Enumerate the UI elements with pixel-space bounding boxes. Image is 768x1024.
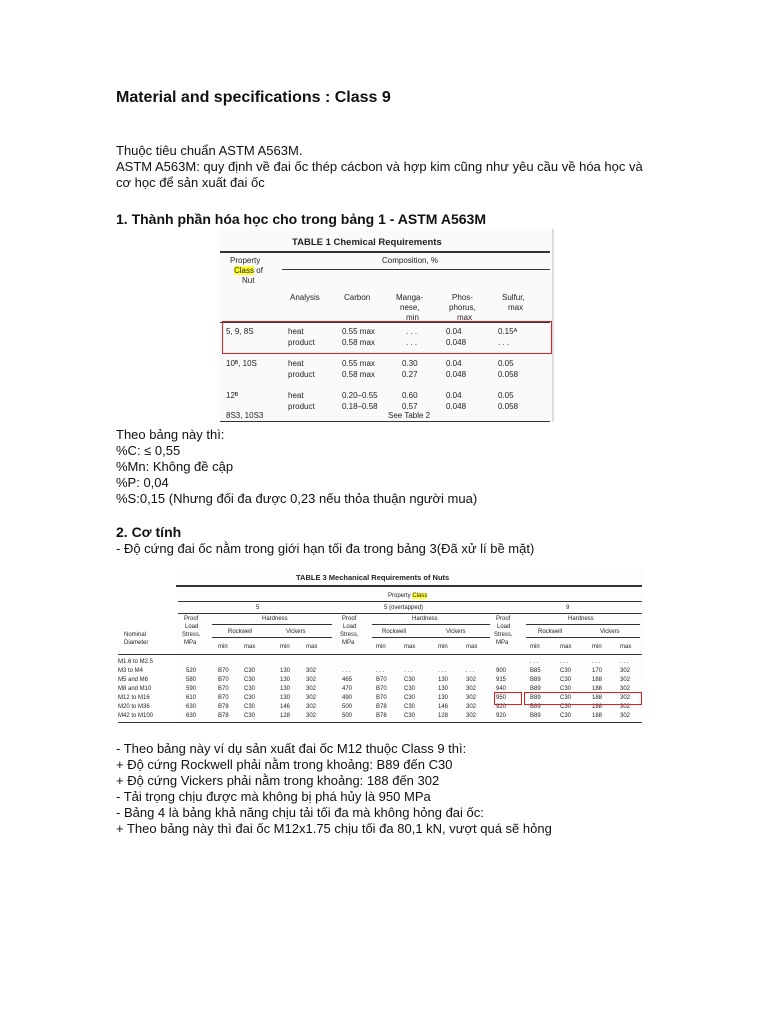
- chemical-requirements-table: TABLE 1 Chemical Requirements Property Class of Nut Composition, % Analysis Carbon Manga- nese, min Phos- phorus, max Sulfur, max 5, 9, 8S heat product 0.55 max 0.58 max . . . . . . 0.04 0.048 0.15ᴬ . . . 10ᴮ, 10S heat product 0.55 max 0.58 max 0.30 0.27 0.04 0.048 0.05 0.058 12ᴮ heat product 0.20–0.55 0.18–0.58 0.60 0.57 0.04 0.048 0.05 0.058 8S3, 10S3 See Table 2: [220, 229, 554, 422]
- table3-cell: 130: [438, 677, 449, 683]
- table3-cell: 590: [186, 686, 197, 692]
- table3-cell: 302: [306, 677, 317, 683]
- table3-cell: 170: [592, 668, 603, 674]
- section-1-heading: 1. Thành phần hóa học cho trong bảng 1 - ASTM A563M: [116, 211, 486, 227]
- table3-cell: 130: [280, 686, 291, 692]
- table3-cell: B89: [530, 677, 541, 683]
- table3-cell: 146: [280, 704, 291, 710]
- table3-row-diameter: M5 and M6: [118, 677, 149, 683]
- table3-cell: B70: [376, 677, 387, 683]
- table3-cell: 302: [306, 695, 317, 701]
- note-line: - Bảng 4 là bảng khả năng chịu tải tối đa mà không hỏng đai ốc:: [116, 805, 484, 820]
- table3-cell: B78: [218, 713, 229, 719]
- note-line: Theo bảng này thì:: [116, 427, 225, 442]
- table3-cell: . . .: [438, 668, 447, 674]
- table3-cell: C30: [244, 704, 256, 710]
- table3-row-diameter: M20 to M36: [118, 704, 150, 710]
- table3-cell: C30: [560, 686, 572, 692]
- table3-cell: 130: [280, 668, 291, 674]
- table3-cell: 130: [280, 677, 291, 683]
- table3-cell: 302: [620, 668, 631, 674]
- table3-cell: C30: [244, 713, 256, 719]
- table3-cell: 302: [466, 686, 477, 692]
- table3-cell: C30: [560, 668, 572, 674]
- table3-row-diameter: M8 and M10: [118, 686, 152, 692]
- table3-red-box-hardness: [524, 692, 642, 705]
- note-line: %P: 0,04: [116, 475, 169, 490]
- table3-cell: . . .: [620, 659, 629, 665]
- table3-cell: 302: [306, 668, 317, 674]
- table3-cell: 500: [342, 713, 353, 719]
- table3-cell: B70: [218, 695, 229, 701]
- table3-cell: 188: [592, 704, 603, 710]
- table3-cell: B85: [530, 668, 541, 674]
- note-line: - Tải trọng chịu được mà không bị phá hủy là 950 MPa: [116, 789, 431, 804]
- table3-cell: B70: [376, 695, 387, 701]
- table3-cell: B70: [218, 677, 229, 683]
- table3-row-diameter: M1.6 to M2.5: [118, 659, 154, 665]
- table3-cell: 188: [592, 686, 603, 692]
- table3-cell: 500: [342, 704, 353, 710]
- mechanical-requirements-table: TABLE 3 Mechanical Requirements of Nuts Property Class 5 5 (overtapped) 9 Proof Load Stress, MPa Proof Load Stress, MPa Proof Load Stress, MPa Nominal Diameter Hardness Hardness Hardness Rockwell Vickers Rockwell Vickers Rockwell Vickers min max min max min max min max min max min max M1.6 to M2.5 . . . . . . . . . . . . M3 to M4 520 B70 C30 130 302 . . . . . . . . . . . . . . . 900 B85 C30 170 302 M5 and M6 580 B70 C30 130 302 465 B70 C30 130 302 915 B89 C30 188 302 M8 and M10 590 B70 C30 130 302 470 B70 C30 130 302 940 B89 C30 188 302 M12 to M16 610 B70 C30 130 302 490 B70 C30 130 302 950 B89 C30 188 302 M20 to M36 630 B78 C30 146 302 500 B78 C30 146 302 920 B89 C30 188 302 M42 to M100 630 B78 C30 128 302 500 B78 C30 128 302 920 B89 C30 188 302: [176, 568, 642, 723]
- table3-cell: 630: [186, 704, 197, 710]
- table3-cell: 490: [342, 695, 353, 701]
- table3-cell: 470: [342, 686, 353, 692]
- note-line: + Theo bảng này thì đai ốc M12x1.75 chịu tối đa 80,1 kN, vượt quá sẽ hỏng: [116, 821, 552, 836]
- table3-cell: 302: [620, 695, 631, 701]
- table3-cell: 128: [438, 713, 449, 719]
- table3-cell: 128: [280, 713, 291, 719]
- intro-line-2: ASTM A563M: quy định về đai ốc thép cácbon và hợp kim cũng như yêu cầu về hóa học và cơ học để sản xuất đai ốc: [116, 159, 643, 190]
- table3-cell: 188: [592, 713, 603, 719]
- note-line: %C: ≤ 0,55: [116, 443, 181, 458]
- table1-red-highlight-box: [222, 321, 552, 354]
- table3-cell: . . .: [404, 668, 413, 674]
- table3-cell: 580: [186, 677, 197, 683]
- table3-cell: . . .: [342, 668, 351, 674]
- table3-row-diameter: M12 to M16: [118, 695, 150, 701]
- table3-cell: 130: [280, 695, 291, 701]
- intro-line-1: Thuộc tiêu chuẩn ASTM A563M.: [116, 143, 303, 158]
- table3-cell: B70: [376, 686, 387, 692]
- table3-cell: 302: [466, 704, 477, 710]
- table3-cell: . . .: [530, 659, 539, 665]
- table3-cell: B78: [218, 704, 229, 710]
- page-title: Material and specifications : Class 9: [116, 89, 391, 106]
- table3-cell: 302: [620, 704, 631, 710]
- table3-cell: 188: [592, 695, 603, 701]
- table3-cell: . . .: [376, 668, 385, 674]
- table1-class-highlight: Class: [234, 266, 255, 275]
- table3-red-box-proof: [494, 692, 522, 705]
- table3-cell: 302: [466, 677, 477, 683]
- table3-cell: 302: [466, 713, 477, 719]
- table3-cell: B89: [530, 704, 541, 710]
- note-line: + Độ cứng Rockwell phải nằm trong khoảng: B89 đến C30: [116, 757, 453, 772]
- table3-cell: 146: [438, 704, 449, 710]
- table3-cell: C30: [404, 695, 416, 701]
- table3-cell: C30: [404, 704, 416, 710]
- table3-cell: 630: [186, 713, 197, 719]
- table3-cell: 302: [620, 713, 631, 719]
- table3-cell: . . .: [466, 668, 475, 674]
- table3-cell: C30: [244, 677, 256, 683]
- table3-cell: 940: [496, 686, 507, 692]
- table3-cell: B78: [376, 713, 387, 719]
- table3-cell: 302: [466, 695, 477, 701]
- table3-cell: C30: [244, 695, 256, 701]
- table3-cell: C30: [560, 704, 572, 710]
- table1-composition: Composition, %: [382, 256, 439, 265]
- table3-cell: 920: [496, 713, 507, 719]
- table1-property-label: Property: [230, 256, 261, 265]
- table3-cell: C30: [404, 677, 416, 683]
- note-line: + Độ cứng Vickers phải nằm trong khoảng: 188 đến 302: [116, 773, 440, 788]
- table3-cell: 465: [342, 677, 353, 683]
- table3-class-highlight: Class: [412, 593, 428, 599]
- table3-cell: B89: [530, 686, 541, 692]
- table3-cell: B89: [530, 713, 541, 719]
- section-2-heading: 2. Cơ tính: [116, 524, 182, 540]
- section-2-subline: - Độ cứng đai ốc nằm trong giới hạn tối đa trong bảng 3(Đã xử lí bề mặt): [116, 541, 535, 556]
- table3-cell: C30: [560, 695, 572, 701]
- table3-row-diameter: M42 to M100: [118, 713, 154, 719]
- table3-cell: B78: [376, 704, 387, 710]
- table3-cell: 900: [496, 668, 507, 674]
- table3-cell: 302: [306, 713, 317, 719]
- table3-cell: 950: [496, 695, 507, 701]
- table3-cell: 520: [186, 668, 197, 674]
- table3-cell: 302: [620, 677, 631, 683]
- table3-cell: 130: [438, 695, 449, 701]
- table3-cell: 915: [496, 677, 507, 683]
- table3-cell: B89: [530, 695, 541, 701]
- table3-cell: 188: [592, 677, 603, 683]
- table1-title: TABLE 1 Chemical Requirements: [292, 237, 442, 248]
- table3-cell: 302: [620, 686, 631, 692]
- table3-title: TABLE 3 Mechanical Requirements of Nuts: [296, 573, 450, 582]
- table3-cell: C30: [404, 713, 416, 719]
- table3-cell: 610: [186, 695, 197, 701]
- table1-row-class: 5, 9, 8S: [226, 327, 254, 336]
- note-line: - Theo bảng này ví dụ sản xuất đai ốc M12 thuộc Class 9 thì:: [116, 741, 467, 756]
- table3-row-diameter: M3 to M4: [118, 668, 144, 674]
- note-line: %S:0,15 (Nhưng đối đa được 0,23 nếu thỏa thuận người mua): [116, 491, 478, 506]
- table3-cell: B70: [218, 668, 229, 674]
- table3-cell: C30: [244, 686, 256, 692]
- table3-cell: C30: [404, 686, 416, 692]
- table3-cell: 302: [306, 704, 317, 710]
- table3-cell: 302: [306, 686, 317, 692]
- table3-cell: . . .: [560, 659, 569, 665]
- table3-cell: B70: [218, 686, 229, 692]
- table3-cell: C30: [244, 668, 256, 674]
- note-line: %Mn: Không đề cập: [116, 459, 234, 474]
- table3-cell: C30: [560, 677, 572, 683]
- table3-cell: C30: [560, 713, 572, 719]
- table3-cell: . . .: [592, 659, 601, 665]
- table3-cell: 920: [496, 704, 507, 710]
- table3-cell: 130: [438, 686, 449, 692]
